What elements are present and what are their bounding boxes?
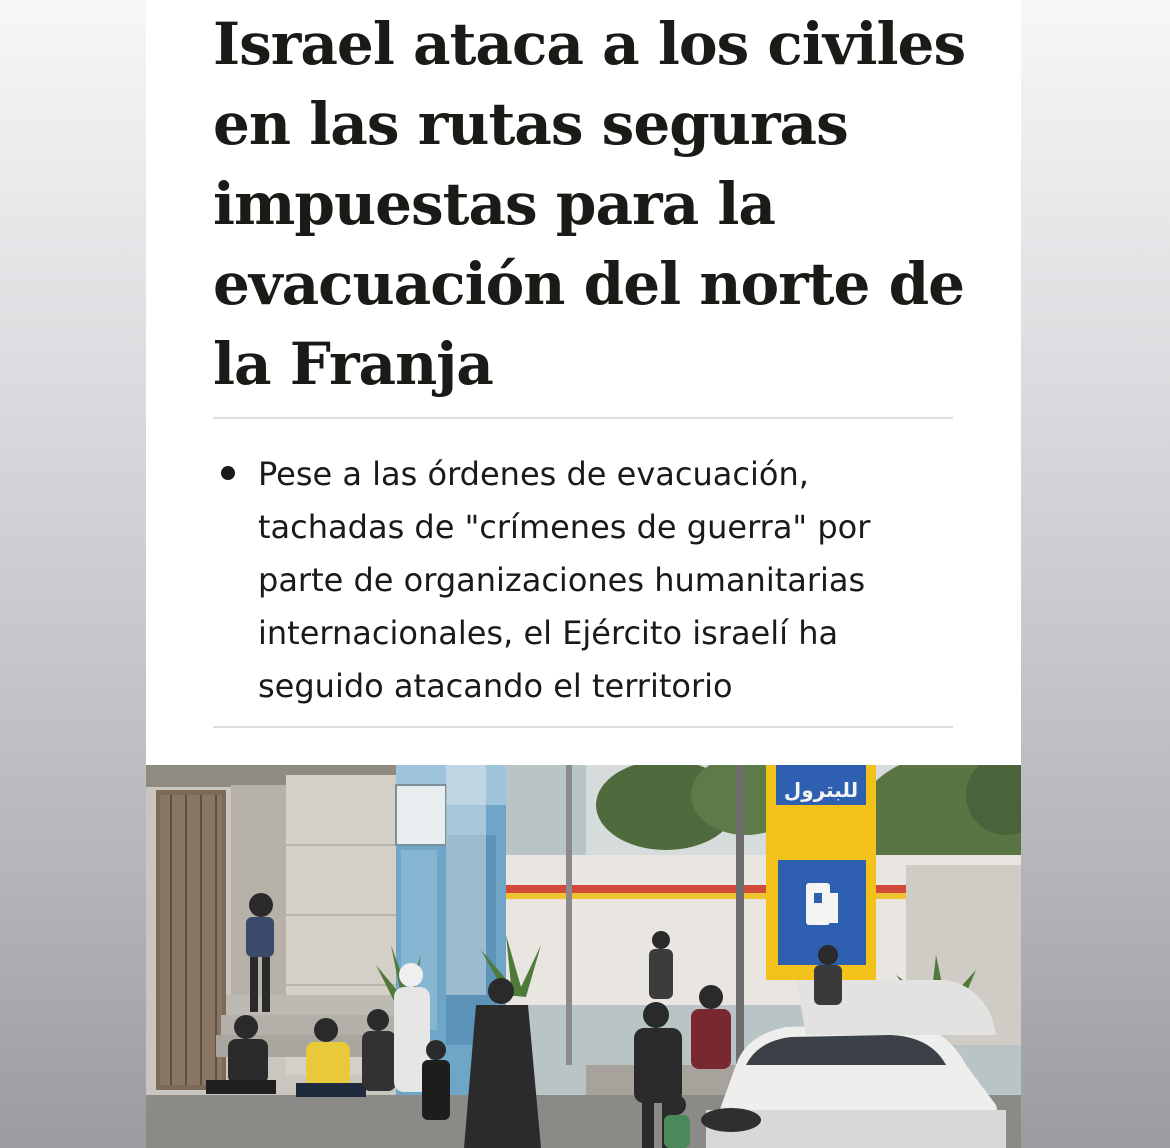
divider-bottom (213, 726, 953, 728)
article-headline: Israel ataca a los civiles en las rutas seguras impuestas para la evacuación del norte de la Franja (213, 10, 966, 398)
sign-text: للبترول (783, 778, 859, 802)
article-photo (146, 765, 1021, 1148)
bullet-icon (221, 466, 235, 480)
summary-text: Pese a las órdenes de evacuación, tachadas de "crímenes de guerra" por parte de organizaciones humanitarias internacionales, el Ejército israelí ha seguido atacando el territorio (258, 455, 871, 705)
summary-item (213, 448, 953, 713)
article-card (146, 0, 1021, 1148)
summary-list (213, 448, 953, 713)
divider-top (213, 417, 953, 419)
